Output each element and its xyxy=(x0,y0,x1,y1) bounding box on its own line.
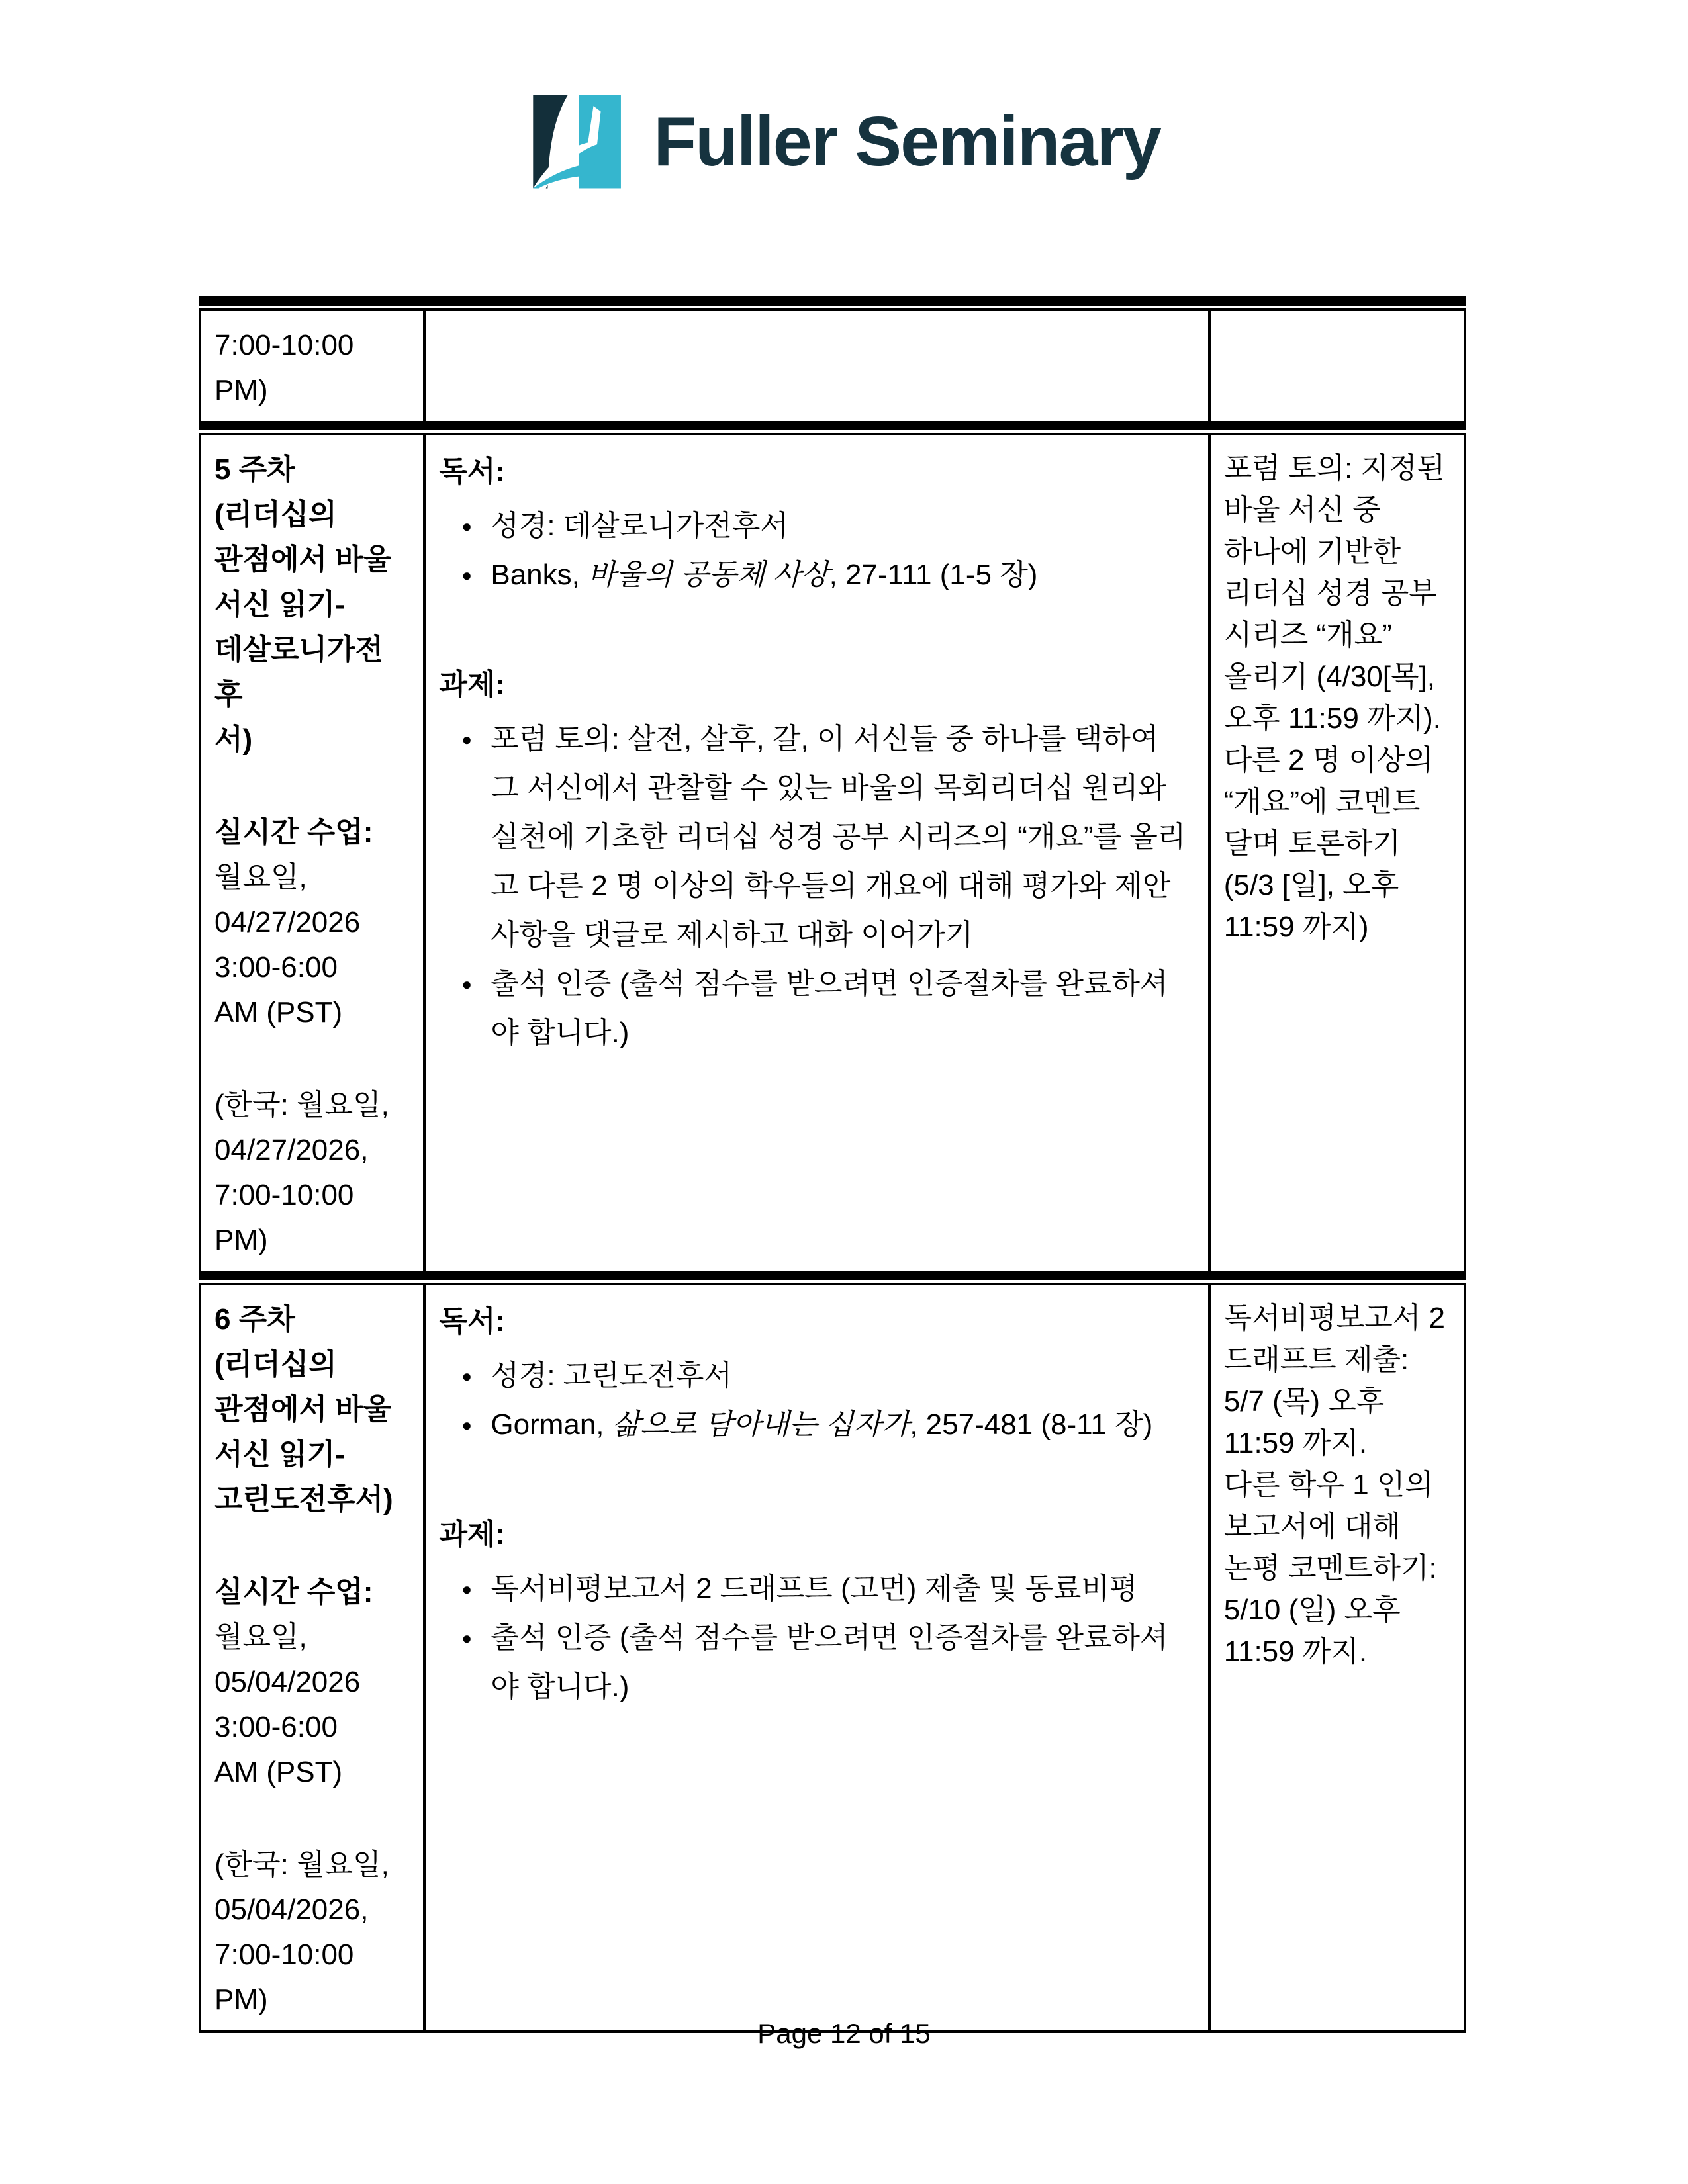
text-line: (5/3 [일], 오후 xyxy=(1223,869,1399,901)
text-line: 보고서에 대해 xyxy=(1223,1510,1401,1543)
fuller-seminary-logo xyxy=(0,91,1688,192)
list-item: ● Gorman, 삶으로 담아내는 십자가, 257-481 (8-11 장) xyxy=(439,1400,1193,1449)
text-line: 7:00-10:00 xyxy=(214,1179,354,1211)
week-5-info-cell xyxy=(201,435,423,1271)
reading-list xyxy=(439,502,1193,600)
week-5-work-cell xyxy=(423,435,1207,1271)
empty-cell xyxy=(423,311,1207,421)
list-item: ● Banks, 바울의 공동체 사상, 27-111 (1-5 장) xyxy=(439,551,1193,600)
week-6-info-cell xyxy=(201,1285,423,2030)
text-line: 올리기 (4/30[목], xyxy=(1223,660,1435,693)
spacer xyxy=(214,1795,408,1843)
table-top-border xyxy=(199,296,1466,311)
list-item: ● 독서비평보고서 2 드래프트 (고먼) 제출 및 동료비평 xyxy=(439,1565,1193,1614)
list-item: ● 성경: 데살로니가전후서 xyxy=(439,502,1193,551)
live-session-label: 실시간 수업: xyxy=(214,1576,373,1608)
table-row-week-5 xyxy=(201,435,1464,1271)
list-item: ● 출석 인증 (출석 점수를 받으려면 인증절차를 완료하셔야 합니다.) xyxy=(439,960,1193,1058)
table-row-previous-week-tail xyxy=(201,311,1464,421)
text-line: (한국: 월요일, xyxy=(214,1848,389,1881)
text-line: 바울 서신 중 xyxy=(1223,494,1381,526)
week-title-line: 관점에서 바울 xyxy=(214,1393,392,1426)
week-6-work-cell xyxy=(423,1285,1207,2030)
spacer xyxy=(214,762,408,810)
empty-cell xyxy=(1208,311,1464,421)
week-title-line: 6 주차 xyxy=(214,1303,295,1336)
reading-heading: 독서: xyxy=(439,1305,506,1338)
text-line: 11:59 까지) xyxy=(1223,911,1369,943)
text-line: 05/04/2026 xyxy=(214,1666,361,1698)
week-title-line: 서신 읽기- xyxy=(214,1438,345,1471)
spacer xyxy=(214,1035,408,1083)
assignment-list xyxy=(439,715,1193,1058)
text-line: 다른 2 명 이상의 xyxy=(1223,744,1433,776)
row-separator xyxy=(199,1271,1466,1285)
spacer xyxy=(439,600,1193,660)
text-line: 7:00-10:00 xyxy=(214,329,354,361)
open-book-icon xyxy=(528,91,628,192)
text-line: AM (PST) xyxy=(214,1756,343,1788)
spacer xyxy=(439,1449,1193,1510)
text-line: 시리즈 “개요” xyxy=(1223,619,1392,651)
week-title-line: 5 주차 xyxy=(214,453,295,486)
live-session-label: 실시간 수업: xyxy=(214,816,373,848)
text-line: 월요일, xyxy=(214,1621,307,1653)
assignment-list xyxy=(439,1565,1193,1711)
list-item: ● 출석 인증 (출석 점수를 받으려면 인증절차를 완료하셔야 합니다.) xyxy=(439,1614,1193,1711)
text-line: 04/27/2026 xyxy=(214,906,361,938)
row-separator xyxy=(199,421,1466,435)
reading-heading: 독서: xyxy=(439,455,506,488)
week-5-due-cell xyxy=(1208,435,1464,1271)
text-line: 독서비평보고서 2 xyxy=(1223,1302,1445,1334)
spacer xyxy=(214,1522,408,1570)
assignment-heading: 과제: xyxy=(439,668,506,701)
text-line: 월요일, xyxy=(214,861,307,893)
week-time-cell xyxy=(201,311,423,421)
text-line: 3:00-6:00 xyxy=(214,951,338,983)
week-title-line: 서신 읽기- xyxy=(214,588,345,621)
course-schedule-table xyxy=(199,296,1466,2033)
text-line: 논평 코멘트하기: xyxy=(1223,1552,1437,1584)
text-line: PM) xyxy=(214,1983,268,2016)
week-title-line: (리더십의 xyxy=(214,498,337,531)
text-line: 리더십 성경 공부 xyxy=(1223,577,1437,610)
week-title-line: 서) xyxy=(214,723,253,756)
text-line: 05/04/2026, xyxy=(214,1893,369,1926)
text-line: “개요”에 코멘트 xyxy=(1223,786,1421,818)
text-line: 3:00-6:00 xyxy=(214,1711,338,1743)
text-line: 오후 11:59 까지). xyxy=(1223,702,1441,735)
text-line: 달며 토론하기 xyxy=(1223,827,1401,860)
week-6-due-cell xyxy=(1208,1285,1464,2030)
text-line: PM) xyxy=(214,1224,268,1256)
text-line: 다른 학우 1 인의 xyxy=(1223,1469,1433,1501)
logo-text: Fuller Seminary xyxy=(653,103,1160,181)
text-line: 11:59 까지. xyxy=(1223,1427,1368,1459)
page-number: Page 12 of 15 xyxy=(757,2018,931,2049)
list-item: ● 포럼 토의: 살전, 살후, 갈, 이 서신들 중 하나를 택하여 그 서신에서 관찰할 수 있는 바울의 목회리더십 원리와 실천에 기초한 리더십 성경 공부 시리즈의 “개요”를 올리고 다른 2 명 이상의 학우들의 개요에 대해 평가와 제안 사항을 댓글로 제시하고 대화 이어가기 xyxy=(439,715,1193,960)
table-row-week-6 xyxy=(201,1285,1464,2030)
text-line: 5/7 (목) 오후 xyxy=(1223,1385,1385,1418)
text-line: AM (PST) xyxy=(214,996,343,1028)
week-title-line: (리더십의 xyxy=(214,1348,337,1381)
text-line: 포럼 토의: 지정된 xyxy=(1223,452,1445,484)
reading-list xyxy=(439,1351,1193,1449)
text-line: 드래프트 제출: xyxy=(1223,1343,1409,1376)
text-line: (한국: 월요일, xyxy=(214,1089,389,1121)
text-line: 7:00-10:00 xyxy=(214,1938,354,1971)
text-line: 5/10 (일) 오후 xyxy=(1223,1594,1401,1626)
text-line: 04/27/2026, xyxy=(214,1134,369,1166)
list-item: ● 성경: 고린도전후서 xyxy=(439,1351,1193,1400)
text-line: 하나에 기반한 xyxy=(1223,535,1401,568)
text-line: 11:59 까지. xyxy=(1223,1635,1368,1668)
week-title-line: 고린도전후서) xyxy=(214,1483,393,1516)
week-title-line: 데살로니가전후 xyxy=(214,633,384,711)
text-line: PM) xyxy=(214,374,268,406)
assignment-heading: 과제: xyxy=(439,1518,506,1551)
week-title-line: 관점에서 바울 xyxy=(214,543,392,576)
